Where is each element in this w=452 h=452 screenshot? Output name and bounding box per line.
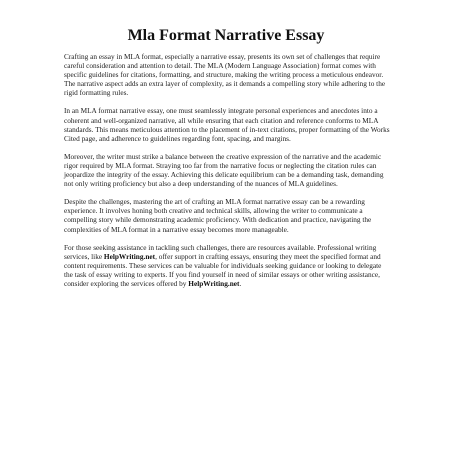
resources-text-part1: For those seeking assistance in tackling such challenges, there are resources available. Professional writing services, like: [64, 242, 377, 261]
paragraph-intro: Crafting an essay in MLA format, especially a narrative essay, presents its own set of challenges that require careful consideration and attention to detail. The MLA (Modern Language Association) format comes with specific guidelines for citations, formatting, and structure, making the writing process a meticulous endeavor. The narrative aspect adds an extra layer of complexity, as it demands a compelling story while adhering to the rigid formatting rules.: [64, 52, 386, 98]
paragraph-rewards: Despite the challenges, mastering the art of crafting an MLA format narrative essay can be a rewarding experience. It involves honing both creative and technical skills, allowing the writer to communicate a compelling story while demonstrating academic proficiency. With dedication and practice, navigating the complexities of MLA format in a narrative essay becomes more manageable.: [64, 197, 372, 234]
document-body: [64, 52, 391, 297]
helpwriting-link: HelpWriting.net: [103, 251, 156, 261]
resources-text-part2: , offer support in crafting essays, ensuring they meet the specified format and content requirements. These services can be valuable for individuals seeking guidance or looking to delegate the task of essay writing to experts. If you find yourself in need of similar essays or other writing assistance, consider exploring the services offered by: [64, 251, 382, 288]
paragraph-integration: In an MLA format narrative essay, one must seamlessly integrate personal experiences and anecdotes into a coherent and well-organized narrative, all while ensuring that each citation and reference conforms to MLA standards. This means meticulous attention to the placement of in-text citations, proper formatting of the Works Cited page, and adherence to guidelines regarding font, spacing, and margins.: [64, 106, 390, 143]
paragraph-balance: Moreover, the writer must strike a balance between the creative expression of the narrative and the academic rigor required by MLA format. Straying too far from the narrative focus or neglecting the citation rules can jeopardize the integrity of the essay. Achieving this delicate equilibrium can be a demanding task, demanding not only writing proficiency but also a deep understanding of the nuances of MLA guidelines.: [64, 151, 384, 189]
paragraph-resources: [64, 243, 391, 288]
helpwriting-link-2: HelpWriting.net: [188, 278, 240, 288]
document-title: Mla Format Narrative Essay: [127, 27, 325, 44]
resources-text-part3: .: [239, 278, 242, 288]
